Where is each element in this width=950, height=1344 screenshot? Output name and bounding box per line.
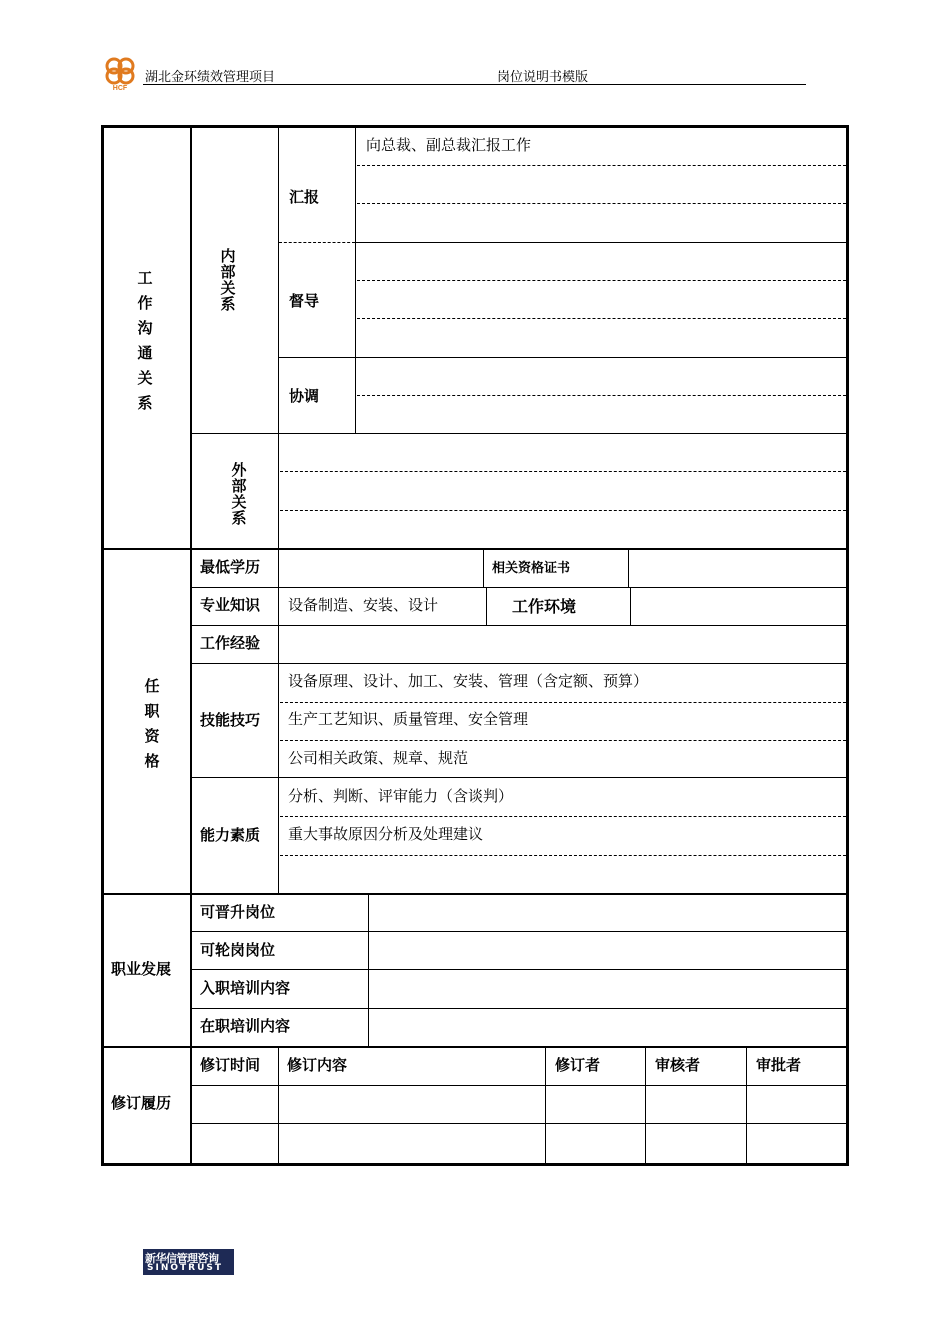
rotate-label: 可轮岗岗位 [200, 941, 276, 959]
revision-col-approver: 审批者 [756, 1056, 802, 1074]
qualification-section-title: 任职资格 [144, 677, 160, 770]
knowledge-value: 设备制造、安装、设计 [288, 596, 439, 614]
supervise-label: 督导 [289, 292, 320, 310]
onboard-training-label: 入职培训内容 [200, 979, 291, 997]
report-line: 向总裁、副总裁汇报工作 [366, 136, 532, 154]
external-relations-label: 外部关系 [231, 461, 247, 527]
education-label: 最低学历 [200, 558, 261, 576]
ability-item: 分析、判断、评审能力（含谈判） [288, 787, 514, 805]
logo-text: HCF [112, 85, 128, 92]
sinotrust-logo-en: SINOTRUST [147, 1263, 224, 1273]
revision-col-reviser: 修订者 [555, 1056, 601, 1074]
internal-relations-label: 内部关系 [220, 247, 236, 313]
ability-label: 能力素质 [200, 826, 261, 844]
promote-label: 可晋升岗位 [200, 903, 276, 921]
environment-label: 工作环境 [512, 597, 577, 616]
skill-item: 设备原理、设计、加工、安装、管理（含定额、预算） [288, 672, 649, 690]
header-rule [143, 84, 806, 85]
sinotrust-logo-cn: 新华信管理咨询 [145, 1252, 219, 1265]
skills-label: 技能技巧 [200, 711, 261, 729]
experience-label: 工作经验 [200, 634, 261, 652]
knowledge-label: 专业知识 [200, 596, 261, 614]
revision-col-time: 修订时间 [200, 1056, 261, 1074]
revision-col-reviewer: 审核者 [655, 1056, 701, 1074]
communication-section-title: 工作沟通关系 [137, 269, 153, 412]
career-section-title: 职业发展 [111, 960, 172, 978]
ability-item: 重大事故原因分析及处理建议 [288, 825, 484, 843]
coordinate-label: 协调 [289, 387, 320, 405]
skill-item: 公司相关政策、规章、规范 [288, 749, 469, 767]
revision-col-content: 修订内容 [287, 1056, 348, 1074]
certificate-label: 相关资格证书 [492, 561, 571, 576]
project-title: 湖北金环绩效管理项目 [145, 70, 276, 85]
skill-item: 生产工艺知识、质量管理、安全管理 [288, 710, 529, 728]
hcf-logo [100, 54, 140, 92]
doc-type: 岗位说明书模版 [497, 70, 589, 85]
report-label: 汇报 [289, 188, 320, 206]
revision-section-title: 修订履历 [111, 1094, 172, 1112]
sinotrust-logo [143, 1249, 234, 1275]
inservice-training-label: 在职培训内容 [200, 1017, 291, 1035]
